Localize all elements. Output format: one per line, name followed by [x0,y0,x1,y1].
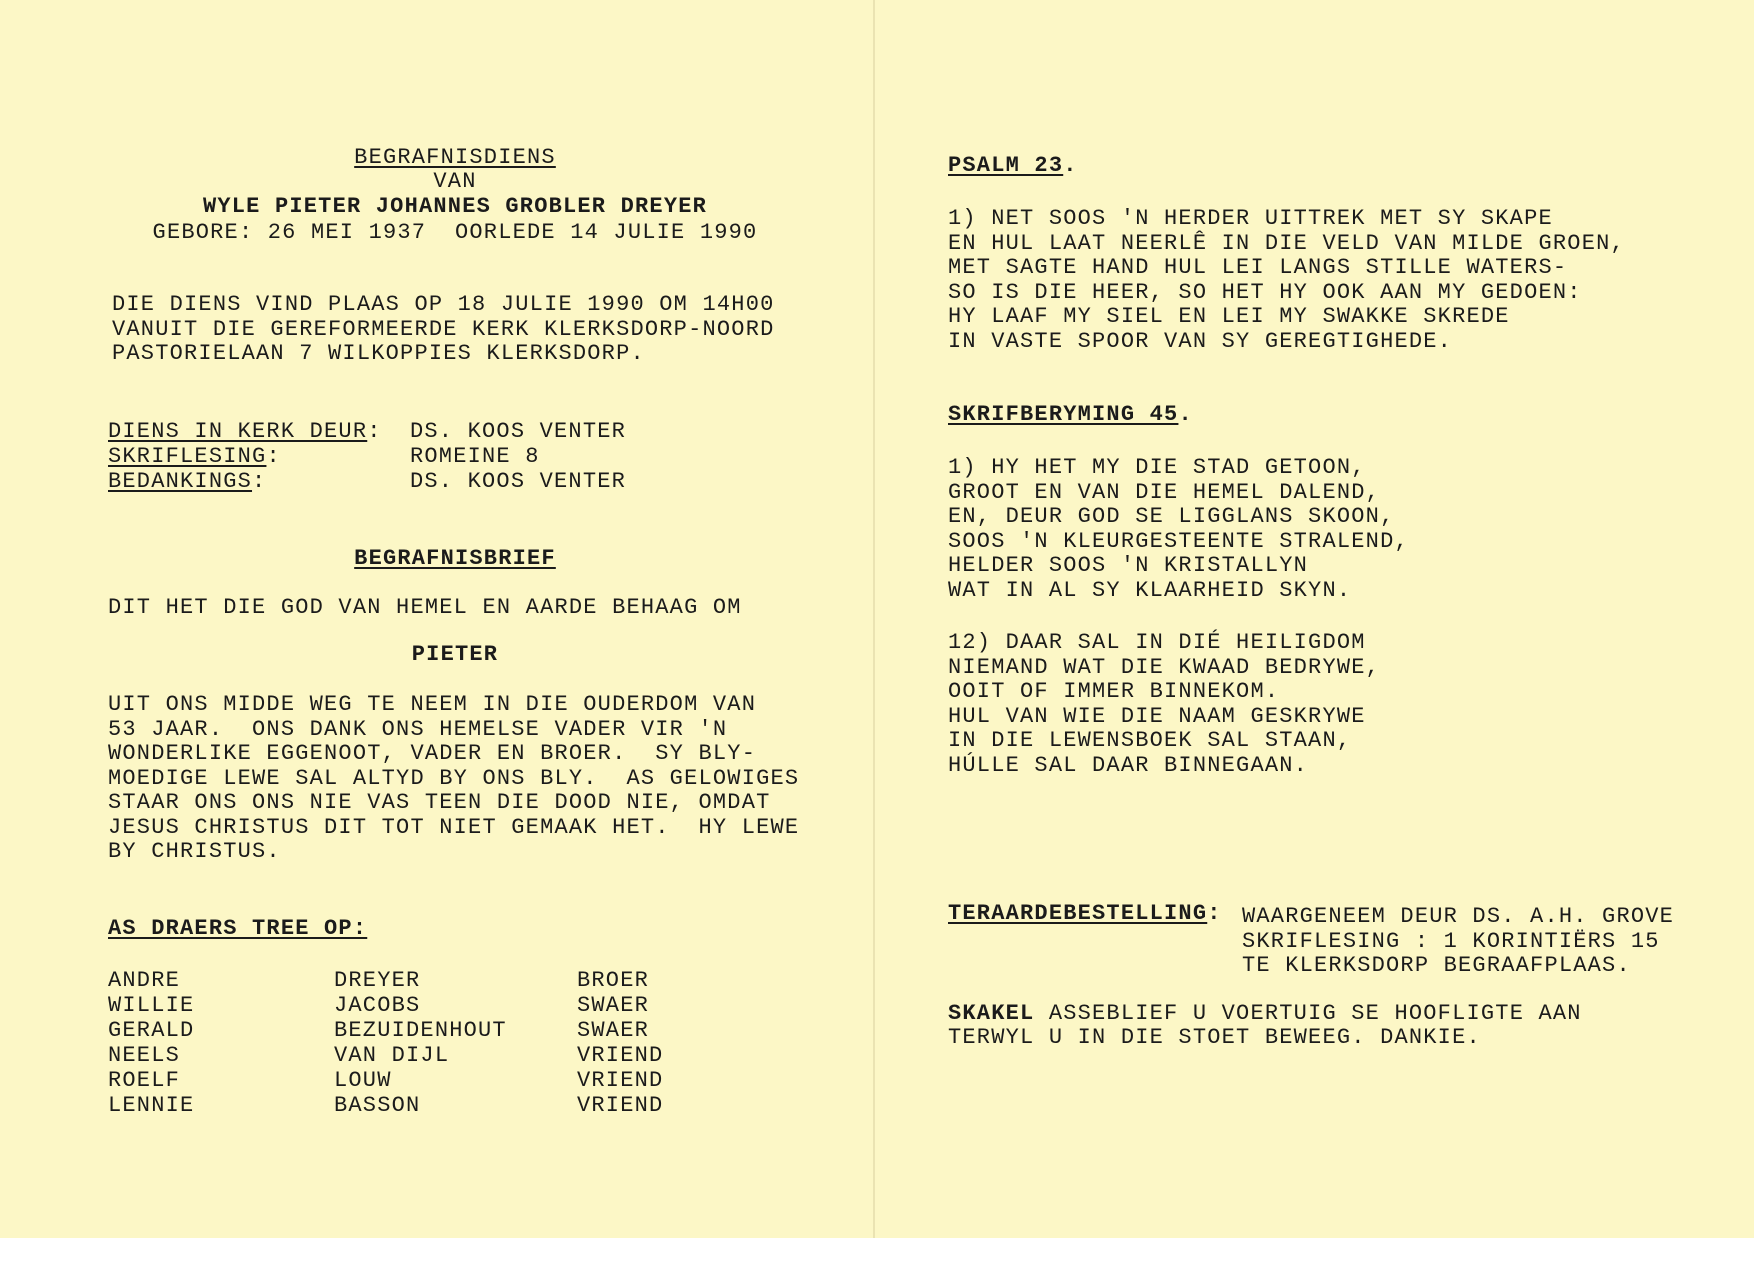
service-van: VAN [433,169,477,194]
skrif-heading: SKRIFBERYMING 45. [948,402,1193,427]
role-label: BEDANKINGS [108,469,253,494]
service-info-line: DIE DIENS VIND PLAAS OP 18 JULIE 1990 OM 14H00 [112,292,775,317]
letter-body-line: 53 JAAR. ONS DANK ONS HEMELSE VADER VIR 'N [108,716,728,742]
burial-line: TE KLERKSDORP BEGRAAFPLAAS. [1242,953,1631,978]
service-title: BEGRAFNISDIENS [354,145,556,170]
burial-details [1242,905,1674,979]
bearer-relation: VRIEND [577,1043,664,1068]
role-sep: : [252,469,267,494]
bearer-relation: VRIEND [577,1068,664,1093]
bearer-relation: SWAER [577,1018,650,1043]
bearer-relation: BROER [577,968,650,993]
letter-body [108,693,799,865]
skrif-line: EN, DEUR GOD SE LIGGLANS SKOON, [948,504,1395,529]
role-row [108,469,266,494]
psalm-title: PSALM 23 [948,153,1064,178]
bearers-title: AS DRAERS TREE OP: [108,916,368,941]
skrif-line: 12) DAAR SAL IN DIÉ HEILIGDOM [948,630,1366,655]
skrif-line: IN DIE LEWENSBOEK SAL STAAN, [948,728,1352,753]
bearer-last: BEZUIDENHOUT [334,1018,507,1043]
skrif-line: HÚLLE SAL DAAR BINNEGAAN. [948,752,1309,778]
service-info [112,293,775,367]
letter-title: BEGRAFNISBRIEF [354,546,556,571]
bearers-first-names [108,968,194,1118]
letter-body-line: JESUS CHRISTUS DIT TOT NIET GEMAAK HET. HY LEWE [108,814,800,840]
skrif-line: OOIT OF IMMER BINNEKOM. [948,679,1280,704]
skrif-verse-12 [948,631,1380,778]
closing-line-2: TERWYL U IN DIE STOET BEWEEG. DANKIE. [948,1025,1481,1050]
role-label: SKRIFLESING [108,444,267,469]
letter-intro: DIT HET DIE GOD VAN HEMEL EN AARDE BEHAAG OM [108,595,742,620]
left-page [0,0,873,1238]
skrif-line: SOOS 'N KLEURGESTEENTE STRALEND, [948,528,1409,554]
right-page [875,0,1754,1238]
skrif-line: GROOT EN VAN DIE HEMEL DALEND, [948,479,1381,505]
bearer-last: DREYER [334,968,421,993]
letter-body-line: UIT ONS MIDDE WEG TE NEEM IN DIE OUDERDOM VAN [108,692,757,717]
skrif-line: HELDER SOOS 'N KRISTALLYN [948,553,1309,578]
psalm-line: HY LAAF MY SIEL EN LEI MY SWAKKE SKREDE [948,304,1510,329]
scan-margin [0,1238,1754,1275]
role-sep: : [266,444,281,469]
burial-line: SKRIFLESING : 1 KORINTIËRS 15 [1242,928,1660,954]
bearer-first: NEELS [108,1043,181,1068]
psalm-verse [948,207,1625,354]
psalm-heading: PSALM 23. [948,153,1078,178]
burial-line: WAARGENEEM DEUR DS. A.H. GROVE [1242,904,1675,929]
closing-line-1 [948,1002,1582,1026]
letter-body-line: STAAR ONS ONS NIE VAS TEEN DIE DOOD NIE, OMDAT [108,790,771,815]
bearer-first: WILLIE [108,993,195,1018]
bearer-first: LENNIE [108,1093,195,1118]
role-value: ROMEINE 8 [410,444,540,469]
bearer-relation: VRIEND [577,1093,664,1118]
skrif-title: SKRIFBERYMING 45 [948,402,1179,427]
birth-death-dates: GEBORE: 26 MEI 1937 OORLEDE 14 JULIE 1990 [152,220,758,245]
closing-bold: SKAKEL [948,1001,1035,1026]
role-value: DS. KOOS VENTER [410,469,627,494]
psalm-line: 1) NET SOOS 'N HERDER UITTREK MET SY SKAPE [948,206,1553,231]
bearer-first: GERALD [108,1018,195,1043]
skrif-verse-1 [948,456,1409,603]
psalm-line: MET SAGTE HAND HUL LEI LANGS STILLE WATERS- [948,255,1568,280]
skrif-line: WAT IN AL SY KLAARHEID SKYN. [948,577,1352,603]
skrif-line: HUL VAN WIE DIE NAAM GESKRYWE [948,703,1366,729]
role-value: DS. KOOS VENTER [410,419,627,444]
letter-body-line: BY CHRISTUS. [108,839,281,864]
service-info-line: PASTORIELAAN 7 WILKOPPIES KLERKSDORP. [112,341,645,366]
psalm-line: EN HUL LAAT NEERLÊ IN DIE VELD VAN MILDE GROEN, [948,230,1625,256]
deceased-name: WYLE PIETER JOHANNES GROBLER DREYER [202,194,708,219]
burial-heading: TERAARDEBESTELLING: [948,901,1222,926]
role-label: DIENS IN KERK DEUR [108,419,368,444]
service-info-line: VANUIT DIE GEREFORMEERDE KERK KLERKSDORP-NOORD [112,316,775,342]
burial-label: TERAARDEBESTELLING [948,901,1208,926]
closing-text: ASSEBLIEF U VOERTUIG SE HOOFLIGTE AAN [1034,1001,1582,1026]
bearer-last: JACOBS [334,993,421,1018]
role-row [108,444,281,469]
bearers-last-names [334,968,507,1118]
skrif-line: NIEMAND WAT DIE KWAAD BEDRYWE, [948,654,1381,680]
bearer-last: VAN DIJL [334,1043,450,1068]
letter-body-line: WONDERLIKE EGGENOOT, VADER EN BROER. SY BLY- [108,741,757,766]
bearer-first: ROELF [108,1068,181,1093]
role-row [108,419,382,444]
bearer-last: BASSON [334,1093,421,1118]
bearer-relation: SWAER [577,993,650,1018]
bearer-last: LOUW [334,1068,392,1093]
letter-body-line: MOEDIGE LEWE SAL ALTYD BY ONS BLY. AS GELOWIGES [108,765,800,791]
psalm-line: SO IS DIE HEER, SO HET HY OOK AAN MY GEDOEN: [948,279,1582,305]
letter-name: PIETER [411,642,499,667]
skrif-line: 1) HY HET MY DIE STAD GETOON, [948,455,1366,480]
role-sep: : [367,419,382,444]
bearers-relations [577,968,663,1118]
psalm-line: IN VASTE SPOOR VAN SY GEREGTIGHEDE. [948,328,1453,354]
bearer-first: ANDRE [108,968,181,993]
